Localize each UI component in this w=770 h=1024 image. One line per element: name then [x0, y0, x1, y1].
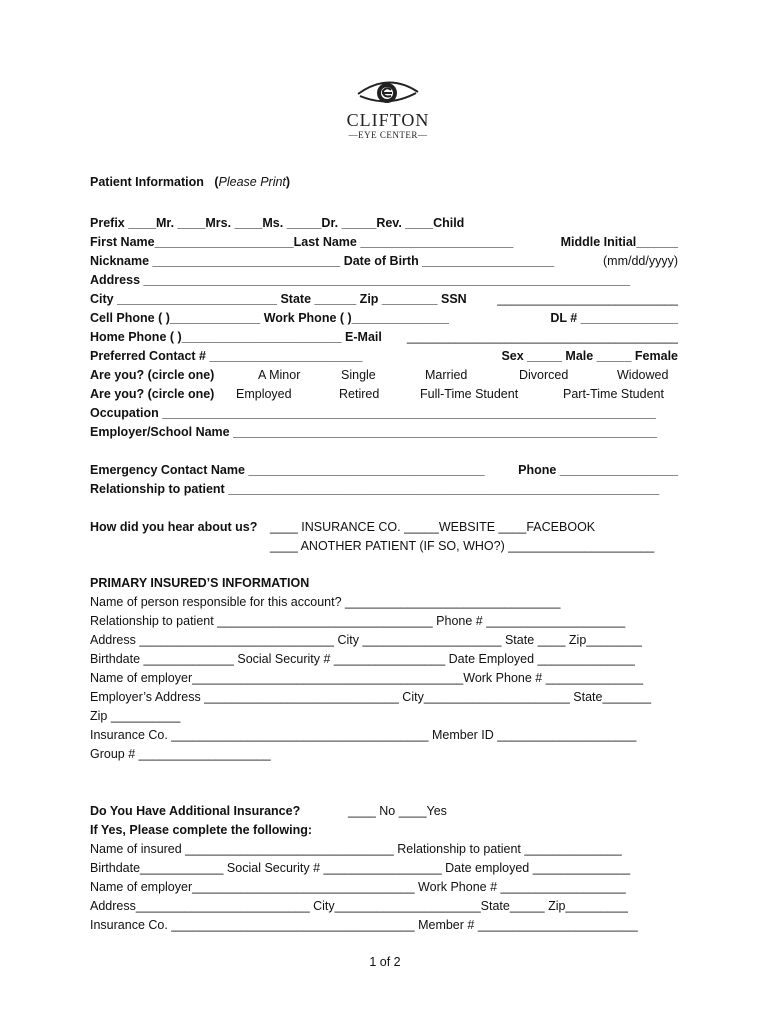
name-row[interactable]: [90, 233, 680, 251]
heading-paren-open: (: [214, 175, 219, 189]
primary-insurance-field[interactable]: Insurance Co. _____________________________________ Member ID ____________________: [90, 728, 637, 742]
are-you-label: Are you? (circle one): [90, 368, 215, 382]
clinic-logo: [338, 74, 438, 142]
primary-insured-heading: PRIMARY INSURED’S INFORMATION: [90, 576, 310, 590]
preferred-contact-field[interactable]: Preferred Contact # ______________________: [90, 349, 363, 363]
referral-row-2[interactable]: [90, 537, 680, 555]
employment-status-row[interactable]: [90, 385, 680, 403]
option-divorced[interactable]: Divorced: [519, 368, 569, 382]
first-last-name-field[interactable]: First Name____________________Last Name ______________________: [90, 235, 514, 249]
referral-question: How did you hear about us?: [90, 520, 258, 534]
primary-employer-address-field[interactable]: Employer’s Address ____________________________ City_____________________ State_______: [90, 690, 652, 704]
additional-employer-field[interactable]: Name of employer________________________________ Work Phone # __________________: [90, 880, 626, 894]
primary-relationship-phone-field[interactable]: Relationship to patient _______________________________ Phone # ____________________: [90, 614, 626, 628]
heading-note: Please Print: [218, 175, 286, 189]
home-email-row[interactable]: [90, 328, 680, 346]
marital-status-row[interactable]: [90, 366, 680, 384]
page-number: 1 of 2: [369, 955, 401, 969]
dob-format-hint: (mm/dd/yyyy): [603, 254, 678, 268]
additional-insurance-row[interactable]: [90, 802, 680, 820]
responsible-person-field[interactable]: Name of person responsible for this account? _______________________________: [90, 595, 561, 609]
option-full-time-student[interactable]: Full-Time Student: [420, 387, 519, 401]
emergency-row[interactable]: [90, 461, 680, 479]
additional-insured-field[interactable]: Name of insured ______________________________ Relationship to patient ______________: [90, 842, 622, 856]
primary-address-field[interactable]: Address ____________________________ City ____________________ State ____ Zip________: [90, 633, 642, 647]
patient-info-heading: [90, 173, 680, 191]
prefix-field[interactable]: Prefix ____Mr. ____Mrs. ____Ms. _____Dr. _____Rev. ____Child: [90, 216, 465, 230]
additional-birthdate-field[interactable]: Birthdate____________ Social Security # _________________ Date employed ______________: [90, 861, 631, 875]
address-field[interactable]: Address ______________________________________________________________________: [90, 273, 631, 287]
additional-instruction: If Yes, Please complete the following:: [90, 823, 313, 837]
city-state-zip-field[interactable]: City _______________________ State ______ Zip ________ SSN: [90, 292, 467, 306]
cell-work-phone-field[interactable]: Cell Phone ( )_____________ Work Phone ( )______________: [90, 311, 450, 325]
primary-group-field[interactable]: Group # ___________________: [90, 747, 271, 761]
email-blank[interactable]: _______________________________________: [406, 330, 678, 344]
additional-insurance-question: Do You Have Additional Insurance?: [90, 804, 301, 818]
primary-zip-field[interactable]: Zip __________: [90, 709, 181, 723]
nickname-dob-row[interactable]: [90, 252, 680, 270]
additional-address-field[interactable]: Address_________________________ City_____________________State_____ Zip_________: [90, 899, 628, 913]
phone-row[interactable]: [90, 309, 680, 327]
eye-logo-icon: [354, 74, 422, 110]
emergency-contact-name-field[interactable]: Emergency Contact Name __________________________________: [90, 463, 485, 477]
heading-paren-close: ): [285, 175, 291, 189]
additional-insurance-answers[interactable]: ____ No ____Yes: [348, 804, 447, 818]
middle-initial-field[interactable]: Middle Initial______: [560, 235, 678, 249]
employer-school-field[interactable]: Employer/School Name _____________________________________________________________: [90, 425, 658, 439]
emergency-phone-field[interactable]: Phone _________________: [518, 463, 678, 477]
option-married[interactable]: Married: [425, 368, 468, 382]
referral-options-line2[interactable]: ____ ANOTHER PATIENT (IF SO, WHO?) _____________________: [270, 539, 655, 553]
sex-field[interactable]: Sex _____ Male _____ Female: [501, 349, 678, 363]
option-employed[interactable]: Employed: [236, 387, 292, 401]
option-widowed[interactable]: Widowed: [617, 368, 669, 382]
heading-text: Patient Information: [90, 175, 204, 189]
nickname-dob-field[interactable]: Nickname ___________________________ Date of Birth ___________________: [90, 254, 555, 268]
emergency-relationship-field[interactable]: Relationship to patient ______________________________________________________________: [90, 482, 660, 496]
primary-employer-field[interactable]: Name of employer_______________________________________Work Phone # ______________: [90, 671, 644, 685]
ssn-blank[interactable]: __________________________: [497, 292, 678, 306]
dl-field[interactable]: DL # ______________: [550, 311, 678, 325]
referral-row[interactable]: [90, 518, 680, 536]
option-minor[interactable]: A Minor: [258, 368, 301, 382]
city-state-row[interactable]: [90, 290, 680, 308]
option-part-time-student[interactable]: Part-Time Student: [563, 387, 664, 401]
home-phone-email-field[interactable]: Home Phone ( )_______________________ E-Mail: [90, 330, 382, 344]
are-you-label: Are you? (circle one): [90, 387, 215, 401]
option-retired[interactable]: Retired: [339, 387, 380, 401]
clinic-tagline: —EYE CENTER—: [348, 130, 428, 140]
occupation-field[interactable]: Occupation _______________________________________________________________________: [90, 406, 656, 420]
additional-insurance-field[interactable]: Insurance Co. ___________________________________ Member # _______________________: [90, 918, 638, 932]
contact-sex-row[interactable]: [90, 347, 680, 365]
referral-options-line1[interactable]: ____ INSURANCE CO. _____WEBSITE ____FACEBOOK: [270, 520, 596, 534]
clinic-name: CLIFTON: [346, 110, 430, 130]
primary-birthdate-ssn-field[interactable]: Birthdate _____________ Social Security # ________________ Date Employed ______________: [90, 652, 635, 666]
option-single[interactable]: Single: [341, 368, 376, 382]
